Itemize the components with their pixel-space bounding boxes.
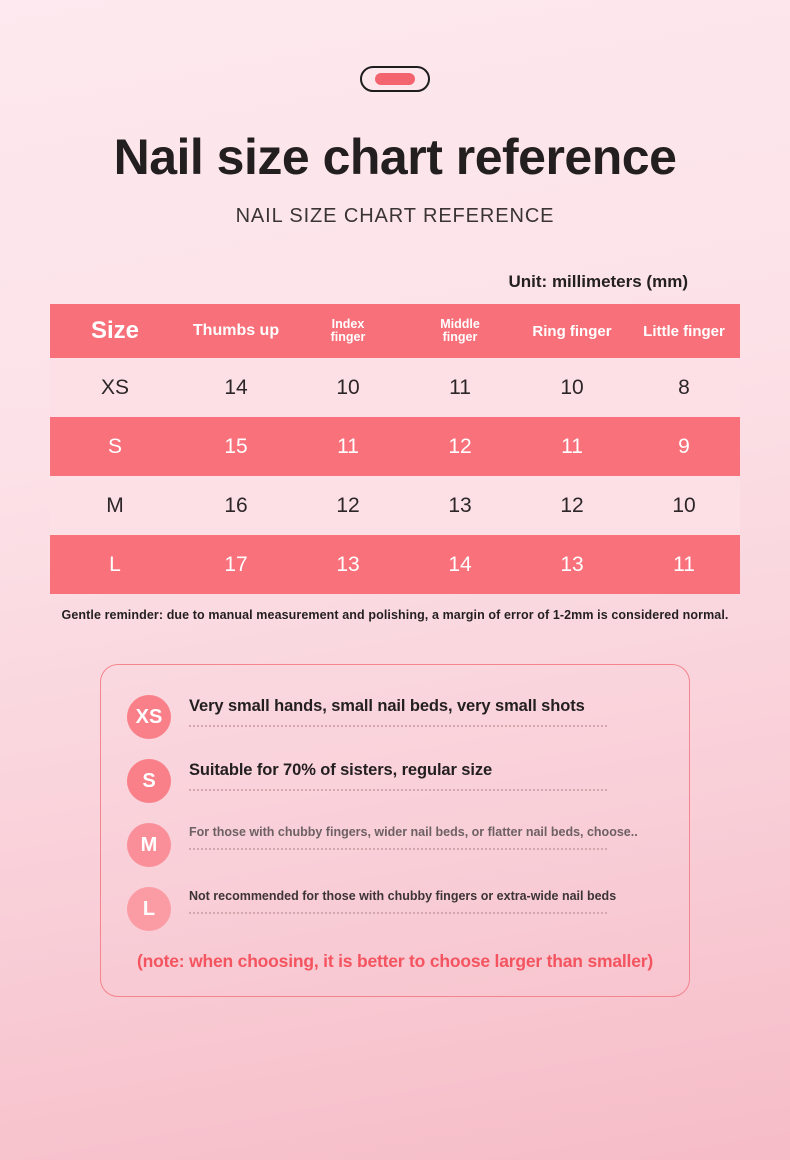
column-header-ring-finger: Ring finger [532,322,612,340]
cell-ring: 11 [561,434,583,458]
pill-outline-icon [360,66,430,92]
badge-m: M [127,823,171,867]
pill-indicator-wrap [0,0,790,92]
cell-index: 10 [336,375,360,399]
list-item-label: For those with chubby fingers, wider nail beds, or flatter nail beds, choose.. [189,825,638,839]
dotted-divider [189,725,607,727]
cell-little: 8 [678,375,690,399]
cell-little: 9 [678,434,690,458]
pill-fill-icon [375,73,415,85]
list-item [127,759,663,803]
cell-middle: 11 [449,375,471,399]
size-guidance-card [100,664,690,997]
list-item-label: Not recommended for those with chubby fingers or extra-wide nail beds [189,889,617,903]
list-item [127,887,663,931]
cell-size: L [109,552,121,576]
table-row [50,417,740,476]
badge-l: L [127,887,171,931]
badge-s: S [127,759,171,803]
table-header-row [50,304,740,358]
cell-index: 11 [337,434,359,458]
cell-size: XS [100,375,129,399]
column-header-thumb: Thumbs up [192,322,280,339]
cell-thumb: 15 [224,434,248,458]
page-title: Nail size chart reference [113,129,677,185]
cell-ring: 13 [560,552,584,576]
table-header [50,304,740,358]
list-item-content [189,759,663,791]
cell-thumb: 17 [224,552,248,576]
column-header-middle-finger: Middle finger [440,316,480,344]
dotted-divider [189,848,607,850]
unit-note: Unit: millimeters (mm) [508,272,688,291]
column-header-index-finger: Index finger [330,316,366,344]
list-item-label: Suitable for 70% of sisters, regular size [189,761,493,779]
cell-thumb: 16 [224,493,248,517]
page-subtitle: NAIL SIZE CHART REFERENCE [235,205,555,227]
cell-index: 12 [336,493,360,517]
list-item [127,695,663,739]
choosing-note: (note: when choosing, it is better to choose larger than smaller) [137,951,653,971]
column-header-size: Size [90,317,140,344]
cell-thumb: 14 [224,375,248,399]
dotted-divider [189,912,607,914]
list-item-content [189,823,663,850]
table-row [50,358,740,417]
table-body [50,358,740,594]
cell-middle: 14 [448,552,472,576]
table-row [50,476,740,535]
badge-xs: XS [127,695,171,739]
cell-little: 11 [673,552,695,576]
list-item-content [189,695,663,727]
cell-ring: 12 [560,493,584,517]
cell-little: 10 [672,493,696,517]
list-item-content [189,887,663,914]
cell-middle: 12 [448,434,472,458]
cell-middle: 13 [448,493,472,517]
table-row [50,535,740,594]
gentle-reminder-text: Gentle reminder: due to manual measurement and polishing, a margin of error of 1-2mm is considered normal. [61,608,729,622]
cell-ring: 10 [560,375,584,399]
list-item-label: Very small hands, small nail beds, very small shots [189,697,585,715]
size-chart-table [50,304,740,594]
cell-index: 13 [336,552,360,576]
cell-size: S [107,434,122,458]
cell-size: M [106,493,124,517]
dotted-divider [189,789,607,791]
column-header-little-finger: Little finger [643,322,725,340]
list-item [127,823,663,867]
